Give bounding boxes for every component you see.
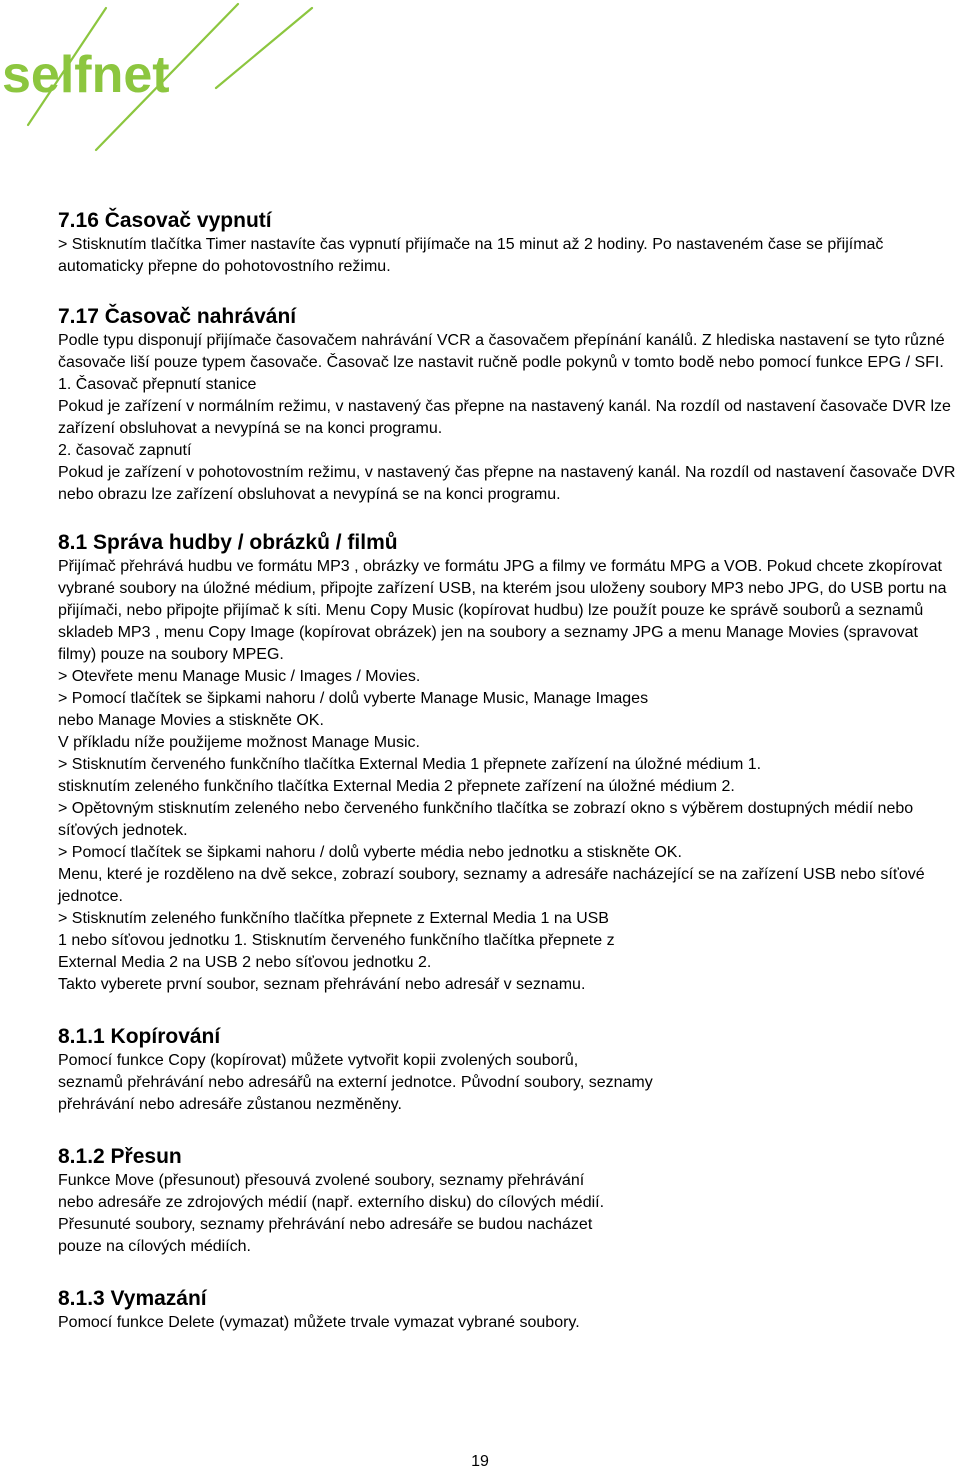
text-8-1-3: Pomocí funkce Delete (vymazat) můžete trvale vymazat vybrané soubory. <box>58 1314 580 1331</box>
heading-8-1-1: 8.1.1 Kopírování <box>58 1025 221 1048</box>
item2-title: 2. časovač zapnutí <box>58 442 192 459</box>
step-2: > Pomocí tlačítek se šipkami nahoru / dolů vyberte Manage Music, Manage Images nebo Manage Movies a stiskněte OK. <box>58 690 649 729</box>
section-8-1-2 <box>58 1144 958 1258</box>
step-10: Takto vyberete první soubor, seznam přehrávání nebo adresář v seznamu. <box>58 976 586 993</box>
text-8-1-2: Funkce Move (přesunout) přesouvá zvolené soubory, seznamy přehrávání nebo adresáře ze zdrojových médií (např. externího disku) do cílových médií. Přesunuté soubory, seznamy přehrávání nebo adresáře se budou nacházet pouze na cílových médiích. <box>58 1172 605 1255</box>
heading-8-1-3: 8.1.3 Vymazání <box>58 1287 207 1310</box>
step-5: stisknutím zeleného funkčního tlačítka External Media 2 přepnete zařízení na úložné médium 2. <box>58 778 735 795</box>
step-6: > Opětovným stisknutím zeleného nebo červeného funkčního tlačítka se zobrazí okno s výběrem dostupných médií nebo síťových jednotek. <box>58 800 914 839</box>
section-8-1-3 <box>58 1286 958 1334</box>
document-body <box>58 208 958 1334</box>
item1-title: 1. Časovač přepnutí stanice <box>58 376 257 393</box>
item1-text: Pokud je zařízení v normálním režimu, v nastavený čas přepne na nastavený kanál. Na rozdíl od nastavení časovače DVR lze zařízení obsluhovat a nevypíná se na konci programu. <box>58 398 951 437</box>
step-4: > Stisknutím červeného funkčního tlačítka External Media 1 přepnete zařízení na úložné médium 1. <box>58 756 762 773</box>
item2-text: Pokud je zařízení v pohotovostním režimu, v nastavený čas přepne na nastavený kanál. Na rozdíl od nastavení časovače DVR nebo obrazu lze zařízení obsluhovat a nevypíná se na konci programu. <box>58 464 956 503</box>
intro-8-1: Přijímač přehrává hudbu ve formátu MP3 , obrázky ve formátu JPG a filmy ve formátu MPG a VOB. Pokud chcete zkopírovat vybrané soubory na úložné médium, připojte zařízení USB, na kterém jsou uloženy soubory MP3 nebo JPG, do USB portu na přijímači, nebo připojte přijímač k síti. Menu Copy Music (kopírovat hudbu) lze použít pouze ke správě souborů a seznamů skladeb MP3 , menu Copy Image (kopírovat obrázek) jen na soubory a seznamy JPG a menu Manage Movies (spravovat filmy) pouze na soubory MPEG. <box>58 558 947 663</box>
selfnet-logo <box>0 0 320 160</box>
section-7-17 <box>58 304 958 506</box>
logo-text: selfnet <box>2 46 170 104</box>
heading-8-1: 8.1 Správa hudby / obrázků / filmů <box>58 531 398 554</box>
text-8-1-1: Pomocí funkce Copy (kopírovat) můžete vytvořit kopii zvolených souborů, seznamů přehrávání nebo adresářů na externí jednotce. Původní soubory, seznamy přehrávání nebo adresáře zůstanou nezměněny. <box>58 1052 653 1113</box>
section-8-1 <box>58 530 958 996</box>
step-1: > Otevřete menu Manage Music / Images / Movies. <box>58 668 421 685</box>
step-9: > Stisknutím zeleného funkčního tlačítka přepnete z External Media 1 na USB 1 nebo síťovou jednotku 1. Stisknutím červeného funkčního tlačítka přepnete z External Media 2 na USB 2 nebo síťovou jednotku 2. <box>58 910 615 971</box>
selfnet-logo-graphic <box>0 0 320 160</box>
section-7-16 <box>58 208 958 278</box>
step-7: > Pomocí tlačítek se šipkami nahoru / dolů vyberte média nebo jednotku a stiskněte OK. <box>58 844 682 861</box>
step-3: V příkladu níže použijeme možnost Manage Music. <box>58 734 420 751</box>
heading-7-16: 7.16 Časovač vypnutí <box>58 209 272 232</box>
heading-7-17: 7.17 Časovač nahrávání <box>58 305 297 328</box>
section-8-1-1 <box>58 1024 958 1116</box>
heading-8-1-2: 8.1.2 Přesun <box>58 1145 182 1168</box>
text-7-16: > Stisknutím tlačítka Timer nastavíte čas vypnutí přijímače na 15 minut až 2 hodiny. Po nastaveném čase se přijímač automaticky přepne do pohotovostního režimu. <box>58 236 884 275</box>
step-8: Menu, které je rozděleno na dvě sekce, zobrazí soubory, seznamy a adresáře nacházející se na zařízení USB nebo síťové jednotce. <box>58 866 925 905</box>
intro-7-17: Podle typu disponují přijímače časovačem nahrávání VCR a časovačem přepínání kanálů. Z hlediska nastavení se tyto různé časovače liší pouze typem časovače. Časovač lze nastavit ručně podle pokynů v tomto bodě nebo pomocí funkce EPG / SFI. <box>58 332 945 371</box>
page-number: 19 <box>471 1453 489 1470</box>
